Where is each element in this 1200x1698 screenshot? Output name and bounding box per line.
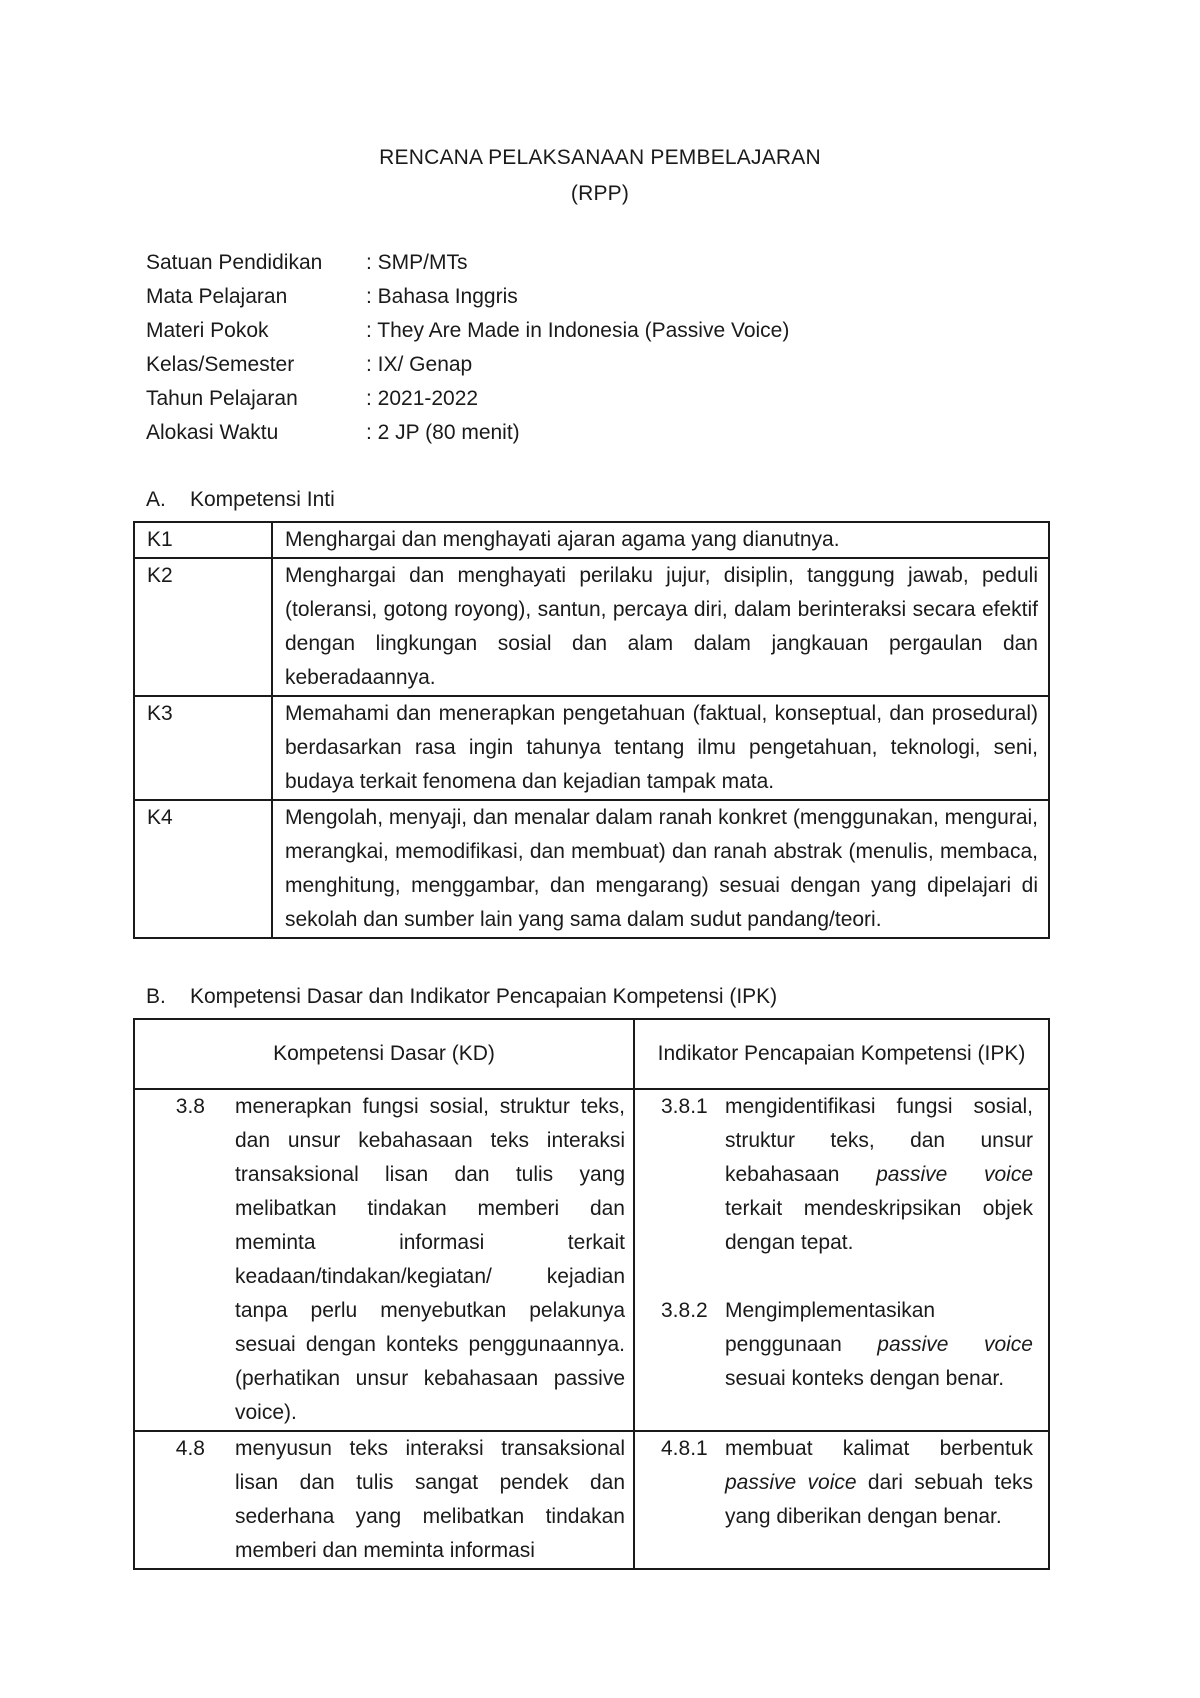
ki-code: K3	[134, 696, 272, 800]
identity-label: Alokasi Waktu	[146, 421, 279, 444]
identity-value: : SMP/MTs	[366, 251, 468, 274]
ipk-item	[635, 1294, 1048, 1396]
ki-text: Memahami dan menerapkan pengetahuan (faktual, konseptual, dan prosedural) berdasarkan rasa ingin tahunya tentang ilmu pengetahuan, teknologi, seni, budaya terkait fenomena dan kejadian tampak mata.	[272, 696, 1049, 800]
section-b-title: Kompetensi Dasar dan Indikator Pencapaian Kompetensi (IPK)	[190, 985, 778, 1008]
section-b-heading	[146, 985, 777, 1009]
identity-label: Tahun Pelajaran	[146, 387, 298, 410]
kd-number: 3.8	[175, 1095, 205, 1118]
kompetensi-dasar-table	[133, 1018, 1050, 1570]
identity-row	[146, 348, 789, 382]
ipk-cell	[634, 1089, 1049, 1431]
ipk-italic-term: passive voice	[725, 1471, 857, 1494]
identity-row	[146, 314, 789, 348]
document-subtitle: (RPP)	[570, 182, 630, 205]
ipk-number: 3.8.2	[661, 1299, 708, 1322]
ki-text: Mengolah, menyaji, dan menalar dalam ranah konkret (menggunakan, mengurai, merangkai, memodifikasi, dan membuat) dan ranah abstrak (menulis, membaca, menghitung, menggambar, dan mengarang) sesuai dengan yang dipelajari di sekolah dan sumber lain yang sama dalam sudut pandang/teori.	[272, 800, 1049, 938]
identity-row	[146, 280, 789, 314]
ipk-column-header: Indikator Pencapaian Kompetensi (IPK)	[634, 1019, 1049, 1089]
ipk-italic-term: passive voice	[876, 1163, 1033, 1186]
ipk-item	[635, 1090, 1048, 1260]
kd-cell	[134, 1431, 634, 1569]
identity-label: Mata Pelajaran	[146, 285, 288, 308]
ki-text: Menghargai dan menghayati perilaku jujur, disiplin, tanggung jawab, peduli (toleransi, gotong royong), santun, percaya diri, dalam berinteraksi secara efektif dengan lingkungan sosial dan alam dalam jangkauan pergaulan dan keberadaannya.	[272, 558, 1049, 696]
section-a-title: Kompetensi Inti	[190, 488, 335, 511]
identity-value: : Bahasa Inggris	[366, 285, 518, 308]
identity-label: Satuan Pendidikan	[146, 251, 323, 274]
identity-value: : IX/ Genap	[366, 353, 473, 376]
kd-text: menyusun teks interaksi transaksional lisan dan tulis sangat pendek dan sederhana yang melibatkan tindakan memberi dan meminta informasi	[235, 1437, 625, 1562]
table-row	[134, 800, 1049, 938]
identity-label: Materi Pokok	[146, 319, 269, 342]
table-row	[134, 1089, 1049, 1431]
identity-value: : 2 JP (80 menit)	[366, 421, 520, 444]
section-a-heading	[146, 488, 335, 512]
ki-code: K4	[134, 800, 272, 938]
ipk-text: mengidentifikasi fungsi sosial, struktur teks, dan unsur kebahasaan passive voice terkait mendeskripsikan objek dengan tepat.	[725, 1095, 1033, 1254]
section-b-letter: B.	[146, 985, 166, 1008]
ki-code: K2	[134, 558, 272, 696]
identity-block	[146, 246, 789, 450]
ki-text: Menghargai dan menghayati ajaran agama yang dianutnya.	[272, 522, 1049, 558]
table-header-row	[134, 1019, 1049, 1089]
identity-value: : They Are Made in Indonesia (Passive Voice)	[366, 319, 790, 342]
ipk-text: membuat kalimat berbentuk passive voice dari sebuah teks yang diberikan dengan benar.	[725, 1437, 1033, 1528]
kd-cell	[134, 1089, 634, 1431]
kompetensi-inti-table	[133, 521, 1050, 939]
ipk-italic-term: passive voice	[877, 1333, 1033, 1356]
document-title: RENCANA PELAKSANAAN PEMBELAJARAN	[379, 146, 821, 169]
kd-number: 4.8	[175, 1437, 205, 1460]
ipk-number: 4.8.1	[661, 1437, 708, 1460]
kd-column-header: Kompetensi Dasar (KD)	[134, 1019, 634, 1089]
identity-row	[146, 246, 789, 280]
table-row	[134, 558, 1049, 696]
ipk-cell	[634, 1431, 1049, 1569]
identity-row	[146, 416, 789, 450]
identity-label: Kelas/Semester	[146, 353, 295, 376]
identity-row	[146, 382, 789, 416]
section-a-letter: A.	[146, 488, 166, 511]
ipk-item	[635, 1432, 1048, 1534]
table-row	[134, 522, 1049, 558]
kd-text: menerapkan fungsi sosial, struktur teks, dan unsur kebahasaan teks interaksi transaksional lisan dan tulis yang melibatkan tindakan memberi dan meminta informasi terkait keadaan/tindakan/kegiatan/ kejadian tanpa perlu menyebutkan pelakunya sesuai dengan konteks penggunaannya. (perhatikan unsur kebahasaan passive voice).	[235, 1095, 625, 1424]
ki-code: K1	[134, 522, 272, 558]
table-row	[134, 696, 1049, 800]
table-row	[134, 1431, 1049, 1569]
ipk-number: 3.8.1	[661, 1095, 708, 1118]
identity-value: : 2021-2022	[366, 387, 479, 410]
ipk-text: Mengimplementasikan penggunaan passive voice sesuai konteks dengan benar.	[725, 1299, 1033, 1390]
